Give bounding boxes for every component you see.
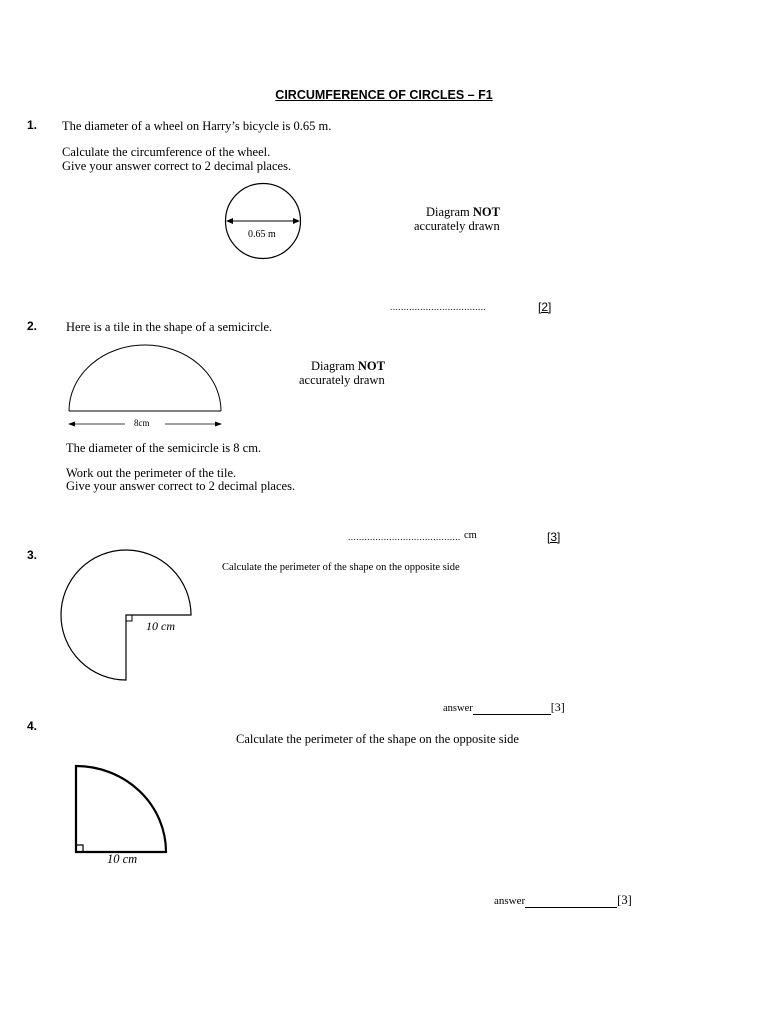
page-title: CIRCUMFERENCE OF CIRCLES – F1 — [275, 88, 493, 102]
question-1-answer-line[interactable]: ................................... — [390, 302, 487, 312]
quarter-circle-shape — [76, 766, 166, 852]
question-4-diagram-label: 10 cm — [107, 852, 138, 866]
question-1-diagram-label: 0.65 m — [248, 229, 276, 240]
question-2-diagram-note-1: Diagram NOT — [311, 359, 385, 373]
question-1-text-2: Calculate the circumference of the wheel. — [62, 145, 271, 159]
question-2-diagram-label: 8cm — [134, 418, 150, 428]
question-3-marks: [3] — [550, 700, 565, 714]
question-1-text-3: Give your answer correct to 2 decimal places. — [62, 159, 292, 173]
question-2-answer-unit: cm — [464, 530, 477, 541]
question-2-intro: Here is a tile in the shape of a semicircle. — [66, 320, 273, 334]
question-2-answer-line[interactable]: ......................................... — [348, 532, 461, 542]
question-3-instruction: Calculate the perimeter of the shape on the opposite side — [222, 562, 460, 573]
question-2-text-3: Give your answer correct to 2 decimal places. — [66, 479, 296, 493]
question-1-diagram-note-1: Diagram NOT — [426, 205, 500, 219]
question-2-text-2: Work out the perimeter of the tile. — [66, 466, 237, 480]
question-1-diagram-note-2: accurately drawn — [414, 219, 500, 233]
question-3-diagram-label: 10 cm — [146, 619, 175, 633]
question-3-number: 3. — [27, 548, 38, 562]
question-2-diagram-note-2: accurately drawn — [299, 373, 385, 387]
question-2-text-1: The diameter of the semicircle is 8 cm. — [66, 441, 262, 455]
question-4-answer[interactable]: answer [3] — [494, 893, 632, 907]
question-4-marks: [3] — [617, 893, 632, 907]
question-3-answer[interactable]: answer [3] — [443, 700, 565, 714]
question-4-instruction: Calculate the perimeter of the shape on the opposite side — [236, 732, 519, 746]
question-2-marks: [3] — [547, 530, 561, 544]
question-2-number: 2. — [27, 319, 38, 333]
question-4-answer-blank[interactable] — [525, 895, 617, 908]
question-1-marks: [2] — [538, 300, 552, 314]
question-4-number: 4. — [27, 719, 38, 733]
question-1-number: 1. — [27, 118, 38, 132]
question-1-text-1: The diameter of a wheel on Harry’s bicycle is 0.65 m. — [62, 119, 332, 133]
